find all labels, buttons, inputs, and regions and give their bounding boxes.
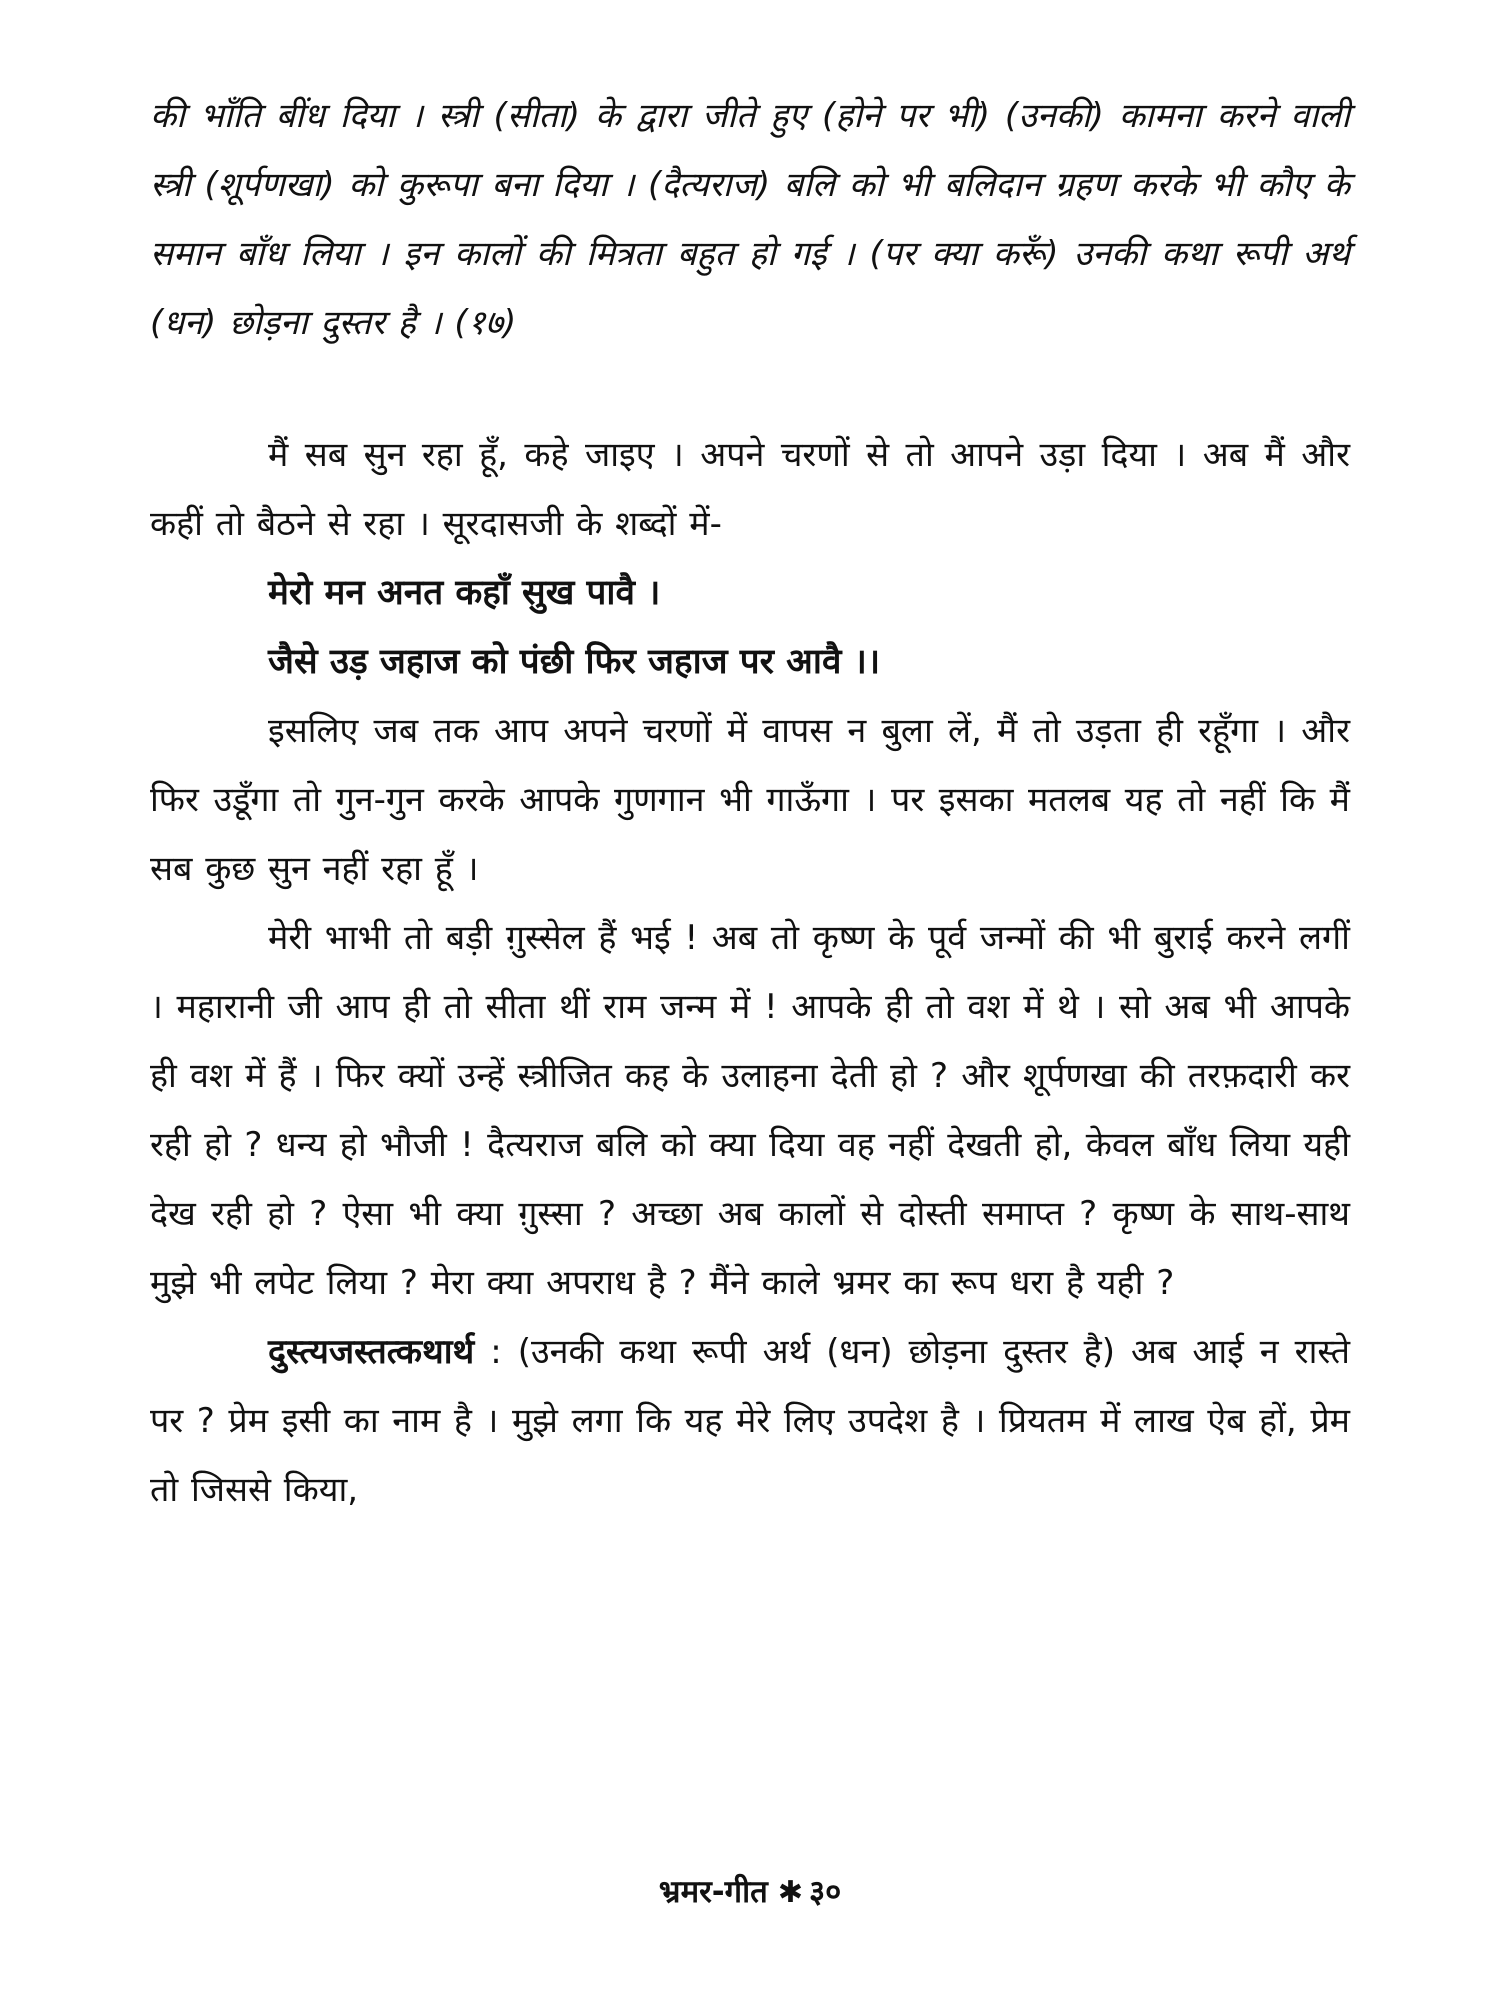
quoted-verse-line-1: मेरो मन अनत कहाँ सुख पावै । [268,573,661,613]
paragraph-commentary-2: इसलिए जब तक आप अपने चरणों में वापस न बुला लें, मैं तो उड़ता ही रहूँगा । और फिर उडूँगा तो गुन-गुन करके आपके गुणगान भी गाऊँगा । पर इसका मतलब यह तो नहीं कि मैं सब कुछ सुन नहीं रहा हूँ । [150,711,1350,889]
paragraph-commentary-4 [150,1318,1350,1525]
paragraph-commentary-3: मेरी भाभी तो बड़ी ग़ुस्सेल हैं भई ! अब तो कृष्ण के पूर्व जन्मों की भी बुराई करने लगीं । महारानी जी आप ही तो सीता थीं राम जन्म में ! आपके ही तो वश में थे । सो अब भी आपके ही वश में हैं । फिर क्यों उन्हें स्त्रीजित कह के उलाहना देती हो ? और शूर्पणखा की तरफ़दारी कर रही हो ? धन्य हो भौजी ! दैत्यराज बलि को क्या दिया वह नहीं देखती हो, केवल बाँध लिया यही देख रही हो ? ऐसा भी क्या ग़ुस्सा ? अच्छा अब कालों से दोस्ती समाप्त ? कृष्ण के साथ-साथ मुझे भी लपेट लिया ? मेरा क्या अपराध है ? मैंने काले भ्रमर का रूप धरा है यही ? [150,918,1350,1303]
sanskrit-term: दुस्त्यजस्तत्कथार्थ [268,1332,475,1372]
verse-translation: की भाँति बींध दिया । स्त्री (सीता) के द्वारा जीते हुए (होने पर भी) (उनकी) कामना करने वाली स्त्री (शूर्पणखा) को कुरूपा बना दिया । (दैत्यराज) बलि को भी बलिदान ग्रहण करके भी कौए के समान बाँध लिया । इन कालों की मित्रता बहुत हो गई । (पर क्या करूँ) उनकी कथा रूपी अर्थ (धन) छोड़ना दुस्तर है । (१७) [150,96,1350,343]
paragraph-4-text: : (उनकी कथा रूपी अर्थ (धन) छोड़ना दुस्तर है) अब आई न रास्ते पर ? प्रेम इसी का नाम है । मुझे लगा कि यह मेरे लिए उपदेश है । प्रियतम में लाख ऐब हों, प्रेम तो जिससे किया, [150,1332,1350,1510]
page-number: ३० [808,1874,842,1910]
asterisk-icon: ✱ [777,1875,803,1910]
quoted-verse-line-2: जैसे उड़ जहाज को पंछी फिर जहाज पर आवै ।। [268,642,881,682]
paragraph-commentary-1: मैं सब सुन रहा हूँ, कहे जाइए । अपने चरणों से तो आपने उड़ा दिया । अब मैं और कहीं तो बैठने से रहा । सूरदासजी के शब्दों में- [150,435,1350,544]
page-footer [0,1872,1500,1913]
book-title: भ्रमर-गीत [658,1874,768,1910]
